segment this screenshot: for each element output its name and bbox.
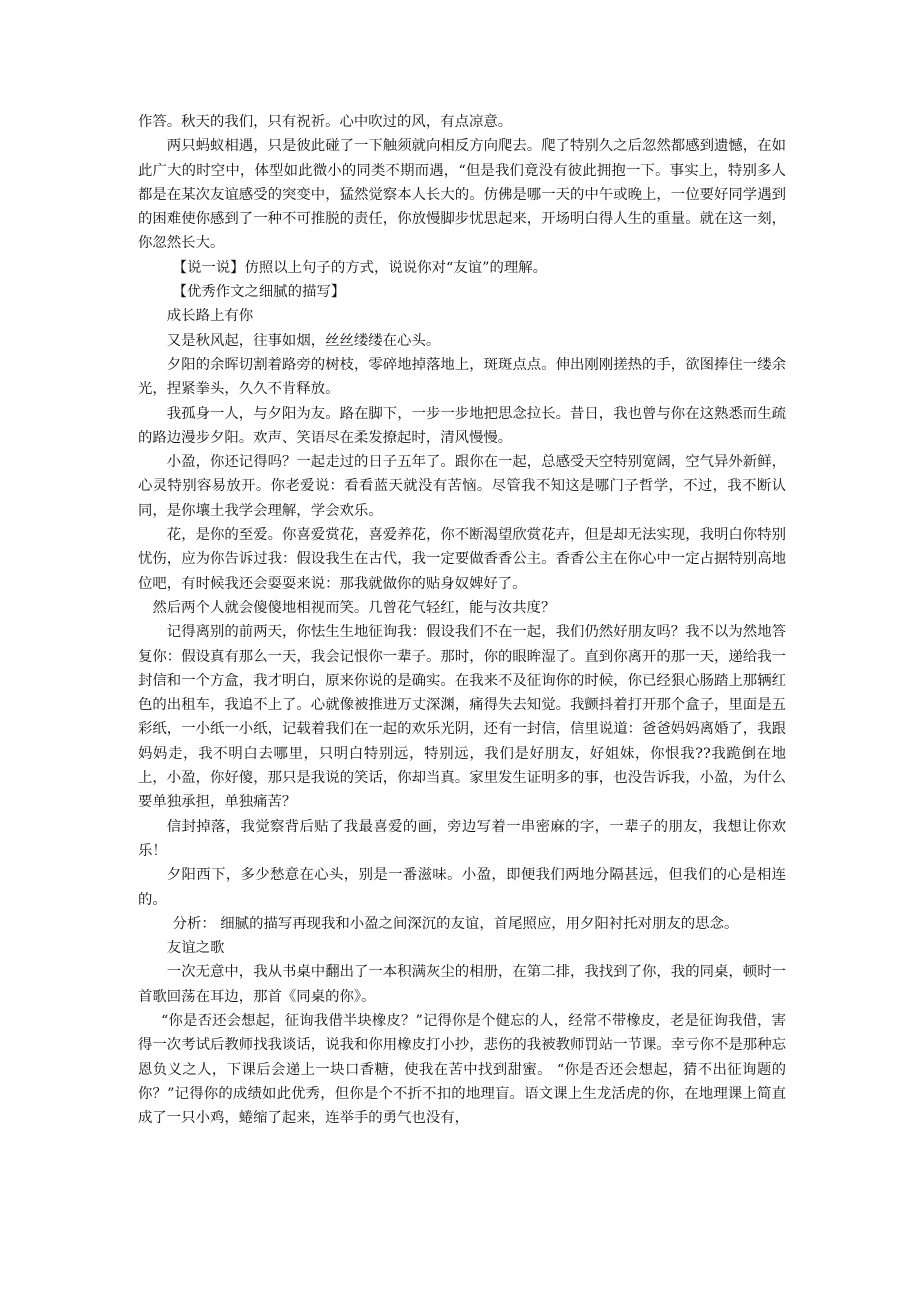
essay-title-friendship-song: 友谊之歌 [166,940,225,957]
section-heading-excellent-essay: 【优秀作文之细腻的描写】 [172,284,346,301]
paragraph-photo-album: 一次无意中，我从书桌中翻出了一本积满灰尘的相册，在第二排，我找到了你，我的同桌，顿时一首歌回荡在耳边，那首《同桌的你》。 [138,964,786,1005]
paragraph-xiaoying: 小盈，你还记得吗？一起走过的日子五年了。跟你在一起，总感受天空特别宽阔，空气异外新鲜，心灵特别容易放开。你老爱说：看看蓝天就没有苦恼。尽管我不知这是哪门子哲学，不过，我不断认同，是你壤土我学会理解，学会欢乐。 [138,454,786,519]
paragraph-smile: 然后两个人就会傻傻地相视而笑。几曾花气轻红，能与汝共度？ [152,599,556,616]
document-body [138,110,786,1130]
paragraph-envelope: 信封掉落，我觉察背后贴了我最喜爱的画，旁边写着一串密麻的字，一辈子的朋友，我想让你欢乐！ [138,818,786,859]
paragraph-sunset-ending: 夕阳西下，多少愁意在心头，别是一番滋味。小盈，即便我们两地分隔甚远，但我们的心是相连的。 [138,867,786,908]
paragraph-parting: 记得离别的前两天，你怯生生地征询我：假设我们不在一起，我们仍然好朋友吗？我不以为然地答复你：假设真有那么一天，我会记恨你一辈子。那时，你的眼眸湿了。直到你离开的那一天，递给我一封信和一个方盒，我才明白，原来你说的是确实。在我来不及征询你的时候，你已经狠心肠踏上那辆红色的出租车，我追不上了。心就像被推进万丈深渊，痛得失去知觉。我颤抖着打开那个盒子，里面是五彩纸，一小纸一小纸，记载着我们在一起的欢乐光阴，还有一封信，信里说道：爸爸妈妈离婚了，我跟妈妈走，我不明白去哪里，只明白特别远，特别远，我们是好朋友，好姐妹，你恨我??我跪倒在地上，小盈，你好傻，那只是我说的笑话，你却当真。家里发生证明多的事，也没告诉我，小盈，为什么要单独承担，单独痛苦？ [138,624,786,811]
paragraph-analysis: 分析： 细腻的描写再现我和小盈之间深沉的友谊，首尾照应，用夕阳衬托对朋友的思念。 [172,915,739,932]
essay-title-growing-up: 成长路上有你 [166,308,254,325]
paragraph-autumn-wind: 又是秋风起，往事如烟，丝丝缕缕在心头。 [166,332,441,349]
paragraph-eraser: “你是否还会想起，征询我借半块橡皮？”记得你是个健忘的人，经常不带橡皮，老是征询我借，害得一次考试后教师找我谈话，说我和你用橡皮打小抄，悲伤的我被教师罚站一节课。幸亏你不是那种忘恩负义之人，下课后会递上一块口香糖，使我在苦中找到甜蜜。 “你是否还会想起，猜不出征询题的你？”记得你的成绩如此优秀，但你是个不折不扣的地理盲。语文课上生龙活虎的你，在地理课上简直成了一只小鸡，蜷缩了起来，连举手的勇气也没有， [138,1012,786,1127]
paragraph-sunset: 夕阳的余晖切割着路旁的树枝，零碎地掉落地上，斑斑点点。伸出刚刚搓热的手，欲图捧住一缕余光，捏紧拳头，久久不肯释放。 [138,356,786,398]
paragraph-flowers: 花，是你的至爱。你喜爱赏花，喜爱养花，你不断渴望欣赏花卉，但是却无法实现，我明白你特别忧伤，应为你告诉过我：假设我生在古代，我一定要做香香公主。香香公主在你心中一定占据特别高地位吧，有时候我还会耍耍来说：那我就做你的贴身奴婢好了。 [138,527,786,592]
prompt-say-something: 【说一说】仿照以上句子的方式，说说你对“友谊”的理解。 [172,259,548,276]
paragraph-alone: 我孤身一人，与夕阳为友。路在脚下，一步一步地把思念拉长。昔日，我也曾与你在这熟悉而生疏的路边漫步夕阳。欢声、笑语尽在柔发撩起时，清风慢慢。 [138,405,786,446]
paragraph-ants: 两只蚂蚁相遇，只是彼此碰了一下触须就向相反方向爬去。爬了特别久之后忽然都感到遗憾，在如此广大的时空中，体型如此微小的同类不期而遇，“但是我们竟没有彼此拥抱一下。事实上，特别多人都是在某次友谊感受的突变中，猛然觉察本人长大的。仿佛是哪一天的中午或晚上，一位要好同学遇到的困难使你感到了一种不可推脱的责任，你放慢脚步忧思起来，开场明白得人生的重量。就在这一刻，你忽然长大。 [138,138,786,252]
paragraph-opening-line: 作答。秋天的我们，只有祝祈。心中吹过的风，有点凉意。 [138,114,513,130]
